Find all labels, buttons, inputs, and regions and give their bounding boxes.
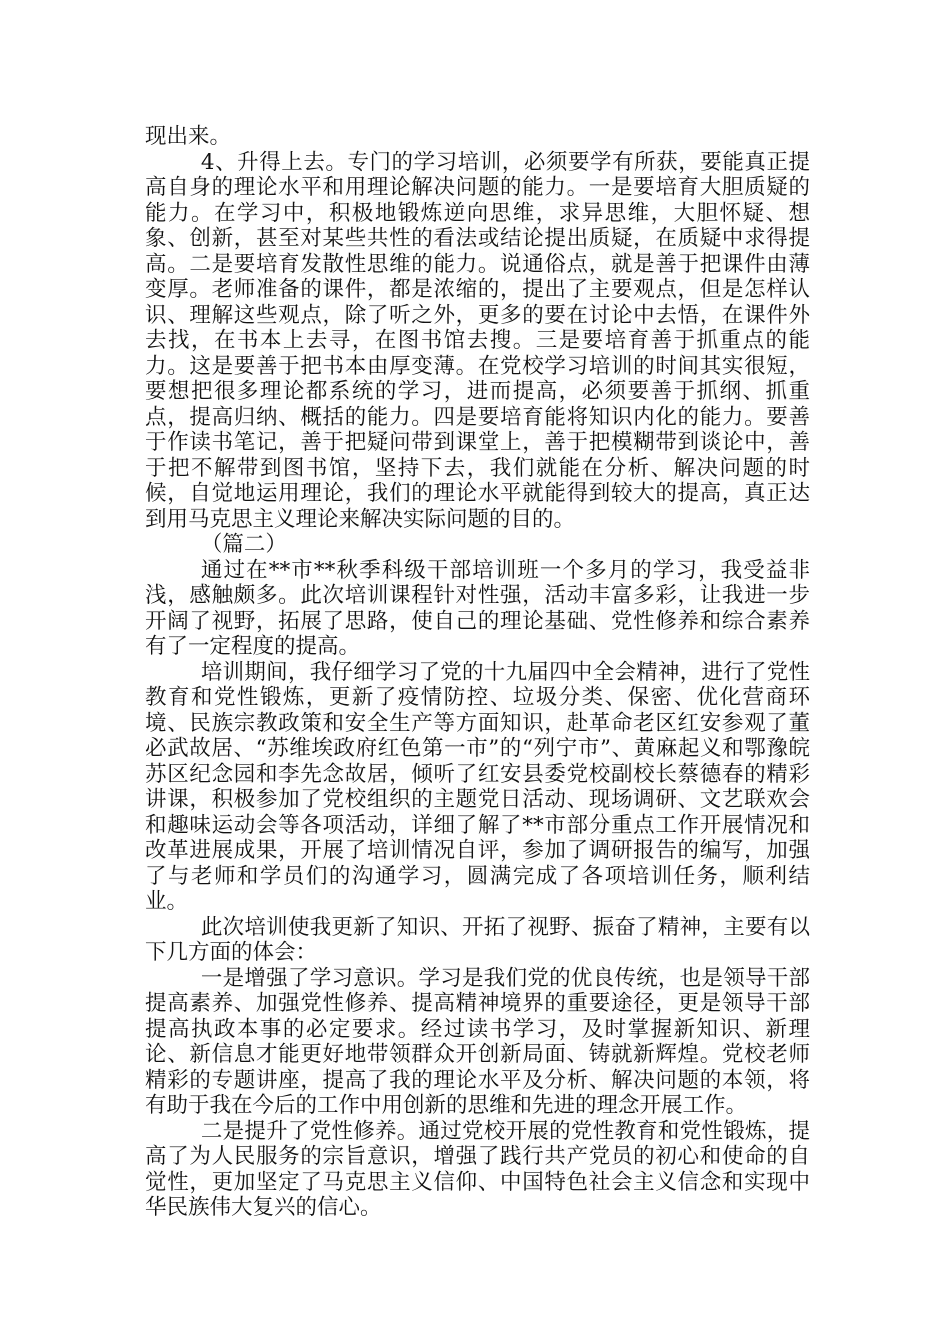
paragraph-continuation: 现出来。 — [145, 124, 232, 149]
paragraph-point-one: 一是增强了学习意识。学习是我们党的优良传统，也是领导干部提高素养、加强党性修养、提高精神境界的重要途径，更是领导干部提高执政本事的必定要求。经过读书学习，及时掌握新知识、新理论、新信息才能更好地带领群众开创新局面、铸就新辉煌。党校老师精彩的专题讲座，提高了我的理论水平及分析、解决问题的本领，将有助于我在今后的工作中用创新的思维和先进的理念开展工作。 — [145, 965, 810, 1118]
paragraph-point-4: 4、升得上去。专门的学习培训，必须要学有所获，要能真正提高自身的理论水平和用理论解决问题的能力。一是要培育大胆质疑的能力。在学习中，积极地锻炼逆向思维，求异思维，大胆怀疑、想象、创新，甚至对某些共性的看法或结论提出质疑，在质疑中求得提高。二是要培育发散性思维的能力。说通俗点，就是善于把课件由薄变厚。老师准备的课件，都是浓缩的，提出了主要观点，但是怎样认识、理解这些观点，除了听之外，更多的要在讨论中去悟，在课件外去找，在书本上去寻，在图书馆去搜。三是要培育善于抓重点的能力。这是要善于把书本由厚变薄。在党校学习培训的时间其实很短，要想把很多理论都系统的学习，进而提高，必须要善于抓纲、抓重点，提高归纳、概括的能力。四是要培育能将知识内化的能力。要善于作读书笔记，善于把疑问带到课堂上，善于把模糊带到谈论中，善于把不解带到图书馆，坚持下去，我们就能在分析、解决问题的时候，自觉地运用理论，我们的理论水平就能得到较大的提高，真正达到用马克思主义理论来解决实际问题的目的。 — [145, 149, 810, 532]
paragraph-point-two: 二是提升了党性修养。通过党校开展的党性教育和党性锻炼，提高了为人民服务的宗旨意识，增强了践行共产党员的初心和使命的自觉性，更加坚定了马克思主义信仰、中国特色社会主义信念和实现中华民族伟大复兴的信心。 — [145, 1118, 810, 1220]
paragraph-training-period: 培训期间，我仔细学习了党的十九届四中全会精神，进行了党性教育和党性锻炼，更新了疫情防控、垃圾分类、保密、优化营商环境、民族宗教政策和安全生产等方面知识，赴革命老区红安参观了董必武故居、“苏维埃政府红色第一市”的“列宁市”、黄麻起义和鄂豫皖苏区纪念园和李先念故居，倾听了红安县委党校副校长蔡德春的精彩讲课，积极参加了党校组织的主题党日活动、现场调研、文艺联欢会和趣味运动会等各项活动，详细了解了**市部分重点工作开展情况和改革进展成果，开展了培训情况自评，参加了调研报告的编写，加强了与老师和学员们的沟通学习，圆满完成了各项培训任务，顺利结业。 — [145, 659, 810, 914]
document-page — [145, 124, 810, 1221]
paragraph-experience-summary: 此次培训使我更新了知识、开拓了视野、振奋了精神，主要有以下几方面的体会： — [145, 914, 810, 965]
section-heading-part-two: （篇二） — [200, 532, 287, 557]
paragraph-intro: 通过在**市**秋季科级干部培训班一个多月的学习，我受益非浅，感触颇多。此次培训课程针对性强，活动丰富多彩，让我进一步开阔了视野，拓展了思路，使自己的理论基础、党性修养和综合素养有了一定程度的提高。 — [145, 557, 810, 659]
